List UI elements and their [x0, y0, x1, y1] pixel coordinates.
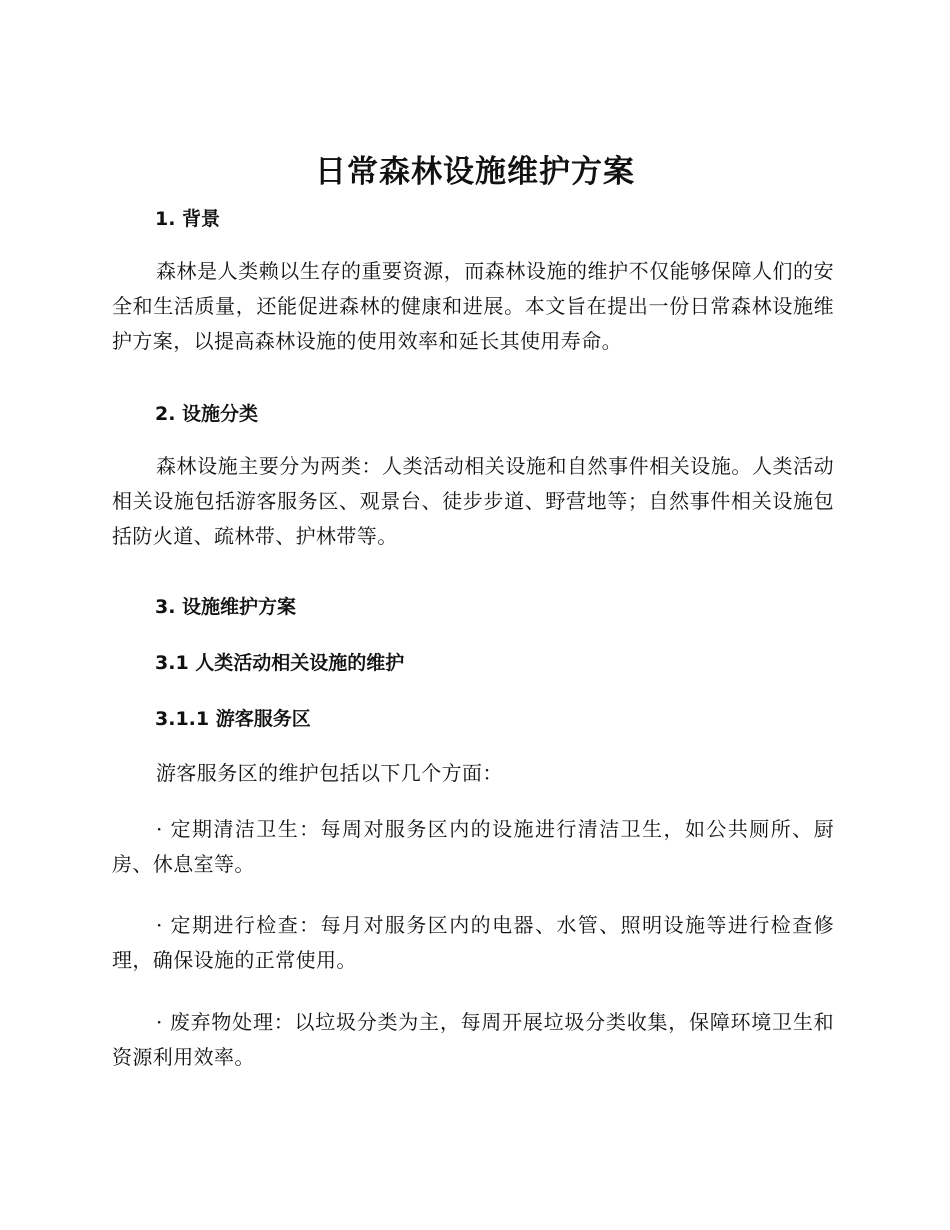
- section-heading-background: 1. 背景: [155, 208, 221, 230]
- classification-paragraph: 森林设施主要分为两类：人类活动相关设施和自然事件相关设施。人类活动相关设施包括游客服务区、观景台、徒步步道、野营地等；自然事件相关设施包括防火道、疏林带、护林带等。: [112, 454, 834, 548]
- background-paragraph: 森林是人类赖以生存的重要资源，而森林设施的维护不仅能够保障人们的安全和生活质量，还能促进森林的健康和进展。本文旨在提出一份日常森林设施维护方案，以提高森林设施的使用效率和延长其使用寿命。: [112, 259, 834, 353]
- document-title: 日常森林设施维护方案: [315, 154, 635, 190]
- subsection-heading-human-activity: 3.1 人类活动相关设施的维护: [155, 652, 405, 674]
- section-heading-maintenance: 3. 设施维护方案: [155, 596, 297, 618]
- subsubsection-heading-visitor-service: 3.1.1 游客服务区: [155, 708, 311, 730]
- list-item: · 废弃物处理：以垃圾分类为主，每周开展垃圾分类收集，保障环境卫生和资源利用效率。: [112, 1010, 834, 1069]
- visitor-service-intro: 游客服务区的维护包括以下几个方面：: [156, 761, 503, 785]
- list-item: · 定期进行检查：每月对服务区内的电器、水管、照明设施等进行检查修理，确保设施的正常使用。: [112, 913, 834, 972]
- list-item: · 定期清洁卫生：每周对服务区内的设施进行清洁卫生，如公共厕所、厨房、休息室等。: [112, 817, 834, 876]
- section-heading-classification: 2. 设施分类: [155, 403, 259, 425]
